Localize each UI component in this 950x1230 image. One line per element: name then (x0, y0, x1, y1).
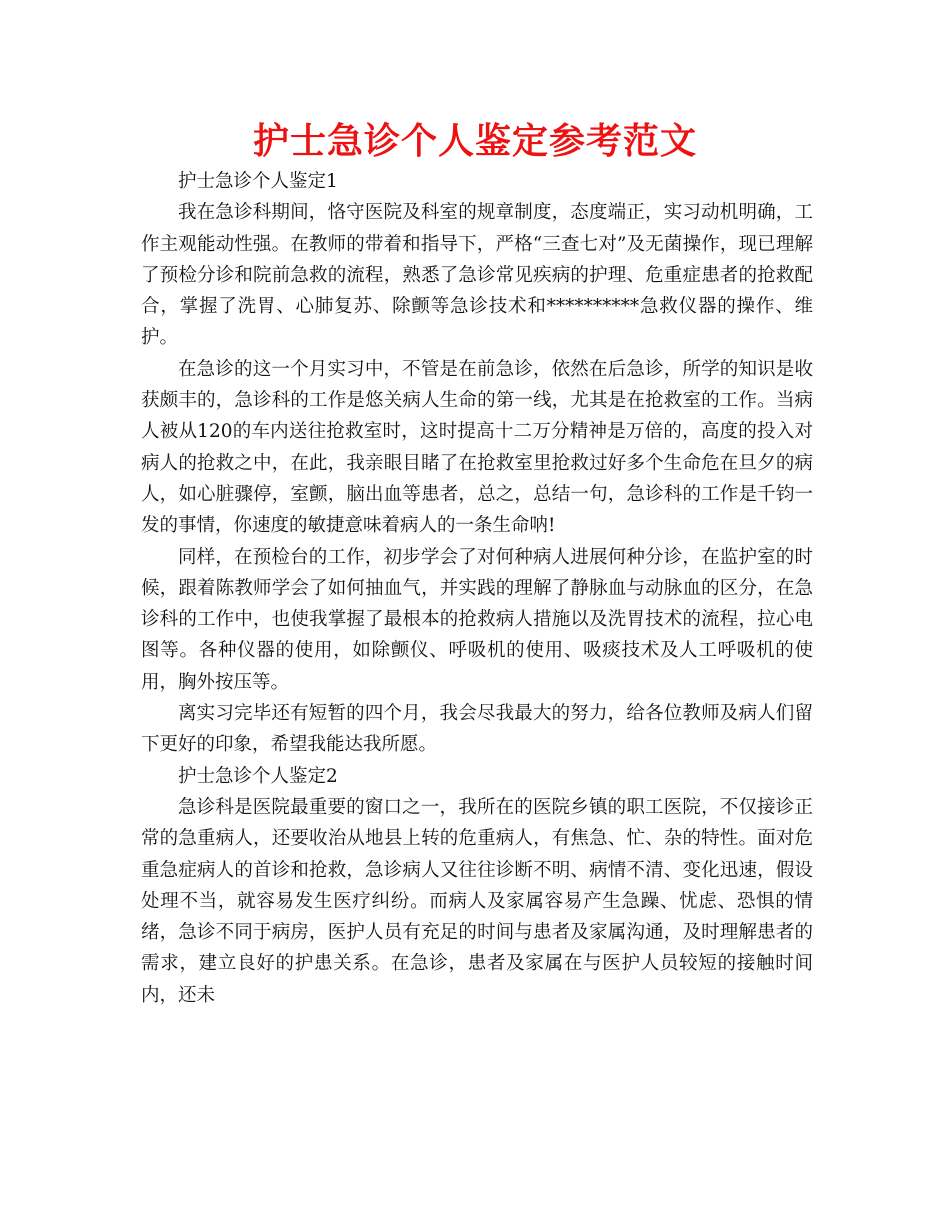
paragraph: 同样，在预检台的工作，初步学会了对何种病人进展何种分诊，在监护室的时候，跟着陈教师学会了如何抽血气，并实践的理解了静脉血与动脉血的区分，在急诊科的工作中，也使我掌握了最根本的抢救病人措施以及洗胃技术的流程，拉心电图等。各种仪器的使用，如除颤仪、呼吸机的使用、吸痰技术及人工呼吸机的使用，胸外按压等。 (141, 546, 813, 693)
section-heading-1: 护士急诊个人鉴定1 (178, 171, 338, 192)
document-title: 护士急诊个人鉴定参考范文 (252, 121, 697, 162)
paragraph: 在急诊的这一个月实习中，不管是在前急诊，依然在后急诊，所学的知识是收获颇丰的，急诊科的工作是悠关病人生命的第一线，尤其是在抢救室的工作。当病人被从120的车内送往抢救室时，这时提高十二万分精神是万倍的，高度的投入对病人的抢救之中，在此，我亲眼目睹了在抢救室里抢救过好多个生命危在旦夕的病人，如心脏骤停，室颤，脑出血等患者，总之，总结一句，急诊科的工作是千钧一发的事情，你速度的敏捷意味着病人的一条生命呐! (141, 358, 813, 537)
paragraph: 我在急诊科期间，恪守医院及科室的规章制度，态度端正，实习动机明确，工作主观能动性强。在教师的带着和指导下，严格“三查七对”及无菌操作，现已理解了预检分诊和院前急救的流程，熟悉了急诊常见疾病的护理、危重症患者的抢救配合，掌握了洗胃、心肺复苏、除颤等急诊技术和**********急救仪器的操作、维护。 (141, 202, 813, 349)
paragraph: 离实习完毕还有短暂的四个月，我会尽我最大的努力，给各位教师及病人们留下更好的印象，希望我能达我所愿。 (141, 703, 813, 756)
paragraph: 急诊科是医院最重要的窗口之一，我所在的医院乡镇的职工医院，不仅接诊正常的急重病人，还要收治从地县上转的危重病人，有焦急、忙、杂的特性。面对危重急症病人的首诊和抢救，急诊病人又往往诊断不明、病情不清、变化迅速，假设处理不当，就容易发生医疗纠纷。而病人及家属容易产生急躁、忧虑、恐惧的情绪，急诊不同于病房，医护人员有充足的时间与患者及家属沟通，及时理解患者的需求，建立良好的护患关系。在急诊，患者及家属在与医护人员较短的接触时间内，还未 (141, 796, 813, 1006)
document-body (141, 166, 813, 1011)
section-heading-2: 护士急诊个人鉴定2 (178, 765, 338, 787)
